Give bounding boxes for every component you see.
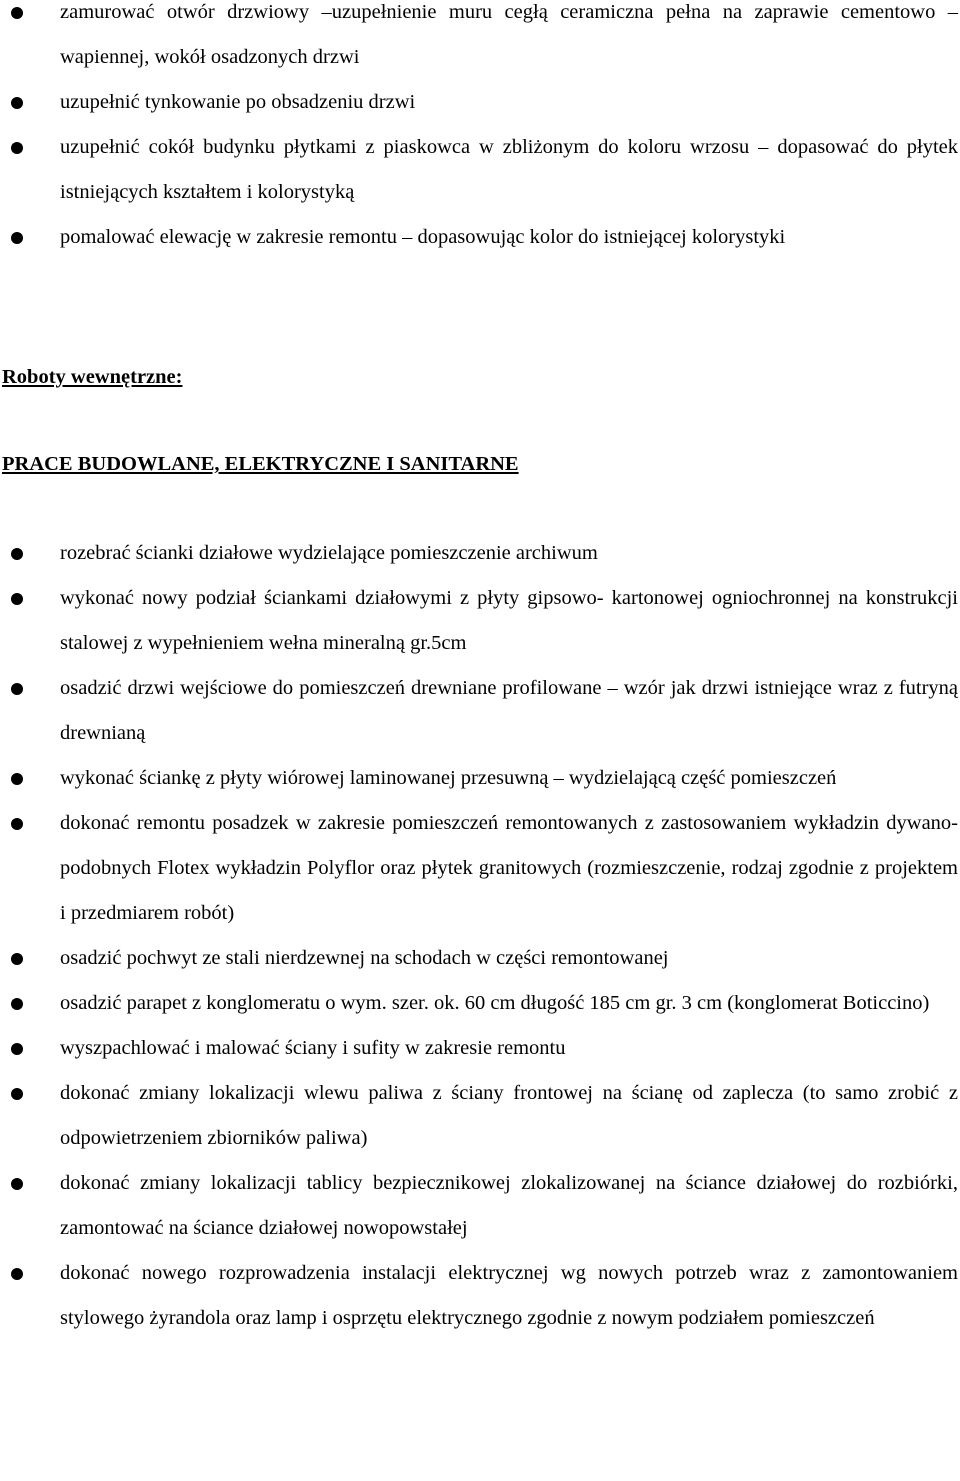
- bullet-icon: [11, 97, 23, 109]
- bullet-icon: [11, 7, 23, 19]
- list-item: [0, 1026, 960, 1071]
- list-item: [0, 0, 960, 80]
- list-item: [0, 981, 960, 1026]
- list-item-text: wykonać ściankę z płyty wiórowej laminowanej przesuwną – wydzielającą część pomieszczeń: [60, 767, 837, 789]
- list-item-text: wyszpachlować i malować ściany i sufity w zakresie remontu: [60, 1037, 566, 1059]
- section-heading-interior: Roboty wewnętrzne:: [2, 366, 183, 388]
- section-heading-works: PRACE BUDOWLANE, ELEKTRYCZNE I SANITARNE: [2, 453, 519, 475]
- bullet-icon: [11, 818, 23, 830]
- list-item: [0, 1071, 960, 1161]
- list-item: [0, 125, 960, 215]
- bullet-icon: [11, 953, 23, 965]
- list-item-text: dokonać zmiany lokalizacji wlewu paliwa z ściany frontowej na ścianę od zaplecza (to samo zrobić z odpowietrzeniem zbiorników paliwa): [60, 1082, 958, 1149]
- list-item: [0, 1161, 960, 1251]
- list-item-text: zamurować otwór drzwiowy –uzupełnienie muru cegłą ceramiczna pełna na zaprawie cementowo – wapiennej, wokół osadzonych drzwi: [60, 1, 958, 68]
- list-item: [0, 756, 960, 801]
- exterior-works-list: [0, 0, 960, 260]
- list-item: [0, 936, 960, 981]
- bullet-icon: [11, 998, 23, 1010]
- list-item: [0, 215, 960, 260]
- list-item-text: dokonać remontu posadzek w zakresie pomieszczeń remontowanych z zastosowaniem wykładzin dywano-podobnych Flotex wykładzin Polyflor oraz płytek granitowych (rozmieszczenie, rodzaj zgodnie z projektem i przedmiarem robót): [60, 812, 958, 924]
- list-item-text: uzupełnić tynkowanie po obsadzeniu drzwi: [60, 91, 416, 113]
- bullet-icon: [11, 593, 23, 605]
- list-item-text: rozebrać ścianki działowe wydzielające pomieszczenie archiwum: [60, 542, 598, 564]
- list-item-text: uzupełnić cokół budynku płytkami z piaskowca w zbliżonym do koloru wrzosu – dopasować do płytek istniejących kształtem i kolorystyką: [60, 136, 958, 203]
- list-item-text: wykonać nowy podział ściankami działowymi z płyty gipsowo- kartonowej ogniochronnej na konstrukcji stalowej z wypełnieniem wełna mineralną gr.5cm: [60, 587, 958, 654]
- list-item-text: osadzić parapet z konglomeratu o wym. szer. ok. 60 cm długość 185 cm gr. 3 cm (konglomerat Boticcino): [60, 992, 930, 1014]
- bullet-icon: [11, 773, 23, 785]
- list-item-text: osadzić drzwi wejściowe do pomieszczeń drewniane profilowane – wzór jak drzwi istniejące wraz z futryną drewnianą: [60, 677, 958, 744]
- interior-works-list: [0, 531, 960, 1341]
- bullet-icon: [11, 232, 23, 244]
- bullet-icon: [11, 1268, 23, 1280]
- bullet-icon: [11, 1178, 23, 1190]
- list-item-text: dokonać zmiany lokalizacji tablicy bezpiecznikowej zlokalizowanej na ściance działowej do rozbiórki, zamontować na ściance działowej nowopowstałej: [60, 1172, 958, 1239]
- list-item-text: dokonać nowego rozprowadzenia instalacji elektrycznej wg nowych potrzeb wraz z zamontowaniem stylowego żyrandola oraz lamp i osprzętu elektrycznego zgodnie z nowym podziałem pomieszczeń: [60, 1262, 958, 1329]
- bullet-icon: [11, 1088, 23, 1100]
- list-item: [0, 666, 960, 756]
- list-item: [0, 531, 960, 576]
- list-item: [0, 801, 960, 936]
- list-item: [0, 576, 960, 666]
- bullet-icon: [11, 142, 23, 154]
- list-item: [0, 80, 960, 125]
- list-item-text: pomalować elewację w zakresie remontu – dopasowując kolor do istniejącej kolorystyki: [60, 226, 786, 248]
- list-item-text: osadzić pochwyt ze stali nierdzewnej na schodach w części remontowanej: [60, 947, 669, 969]
- list-item: [0, 1251, 960, 1341]
- bullet-icon: [11, 1043, 23, 1055]
- bullet-icon: [11, 548, 23, 560]
- bullet-icon: [11, 683, 23, 695]
